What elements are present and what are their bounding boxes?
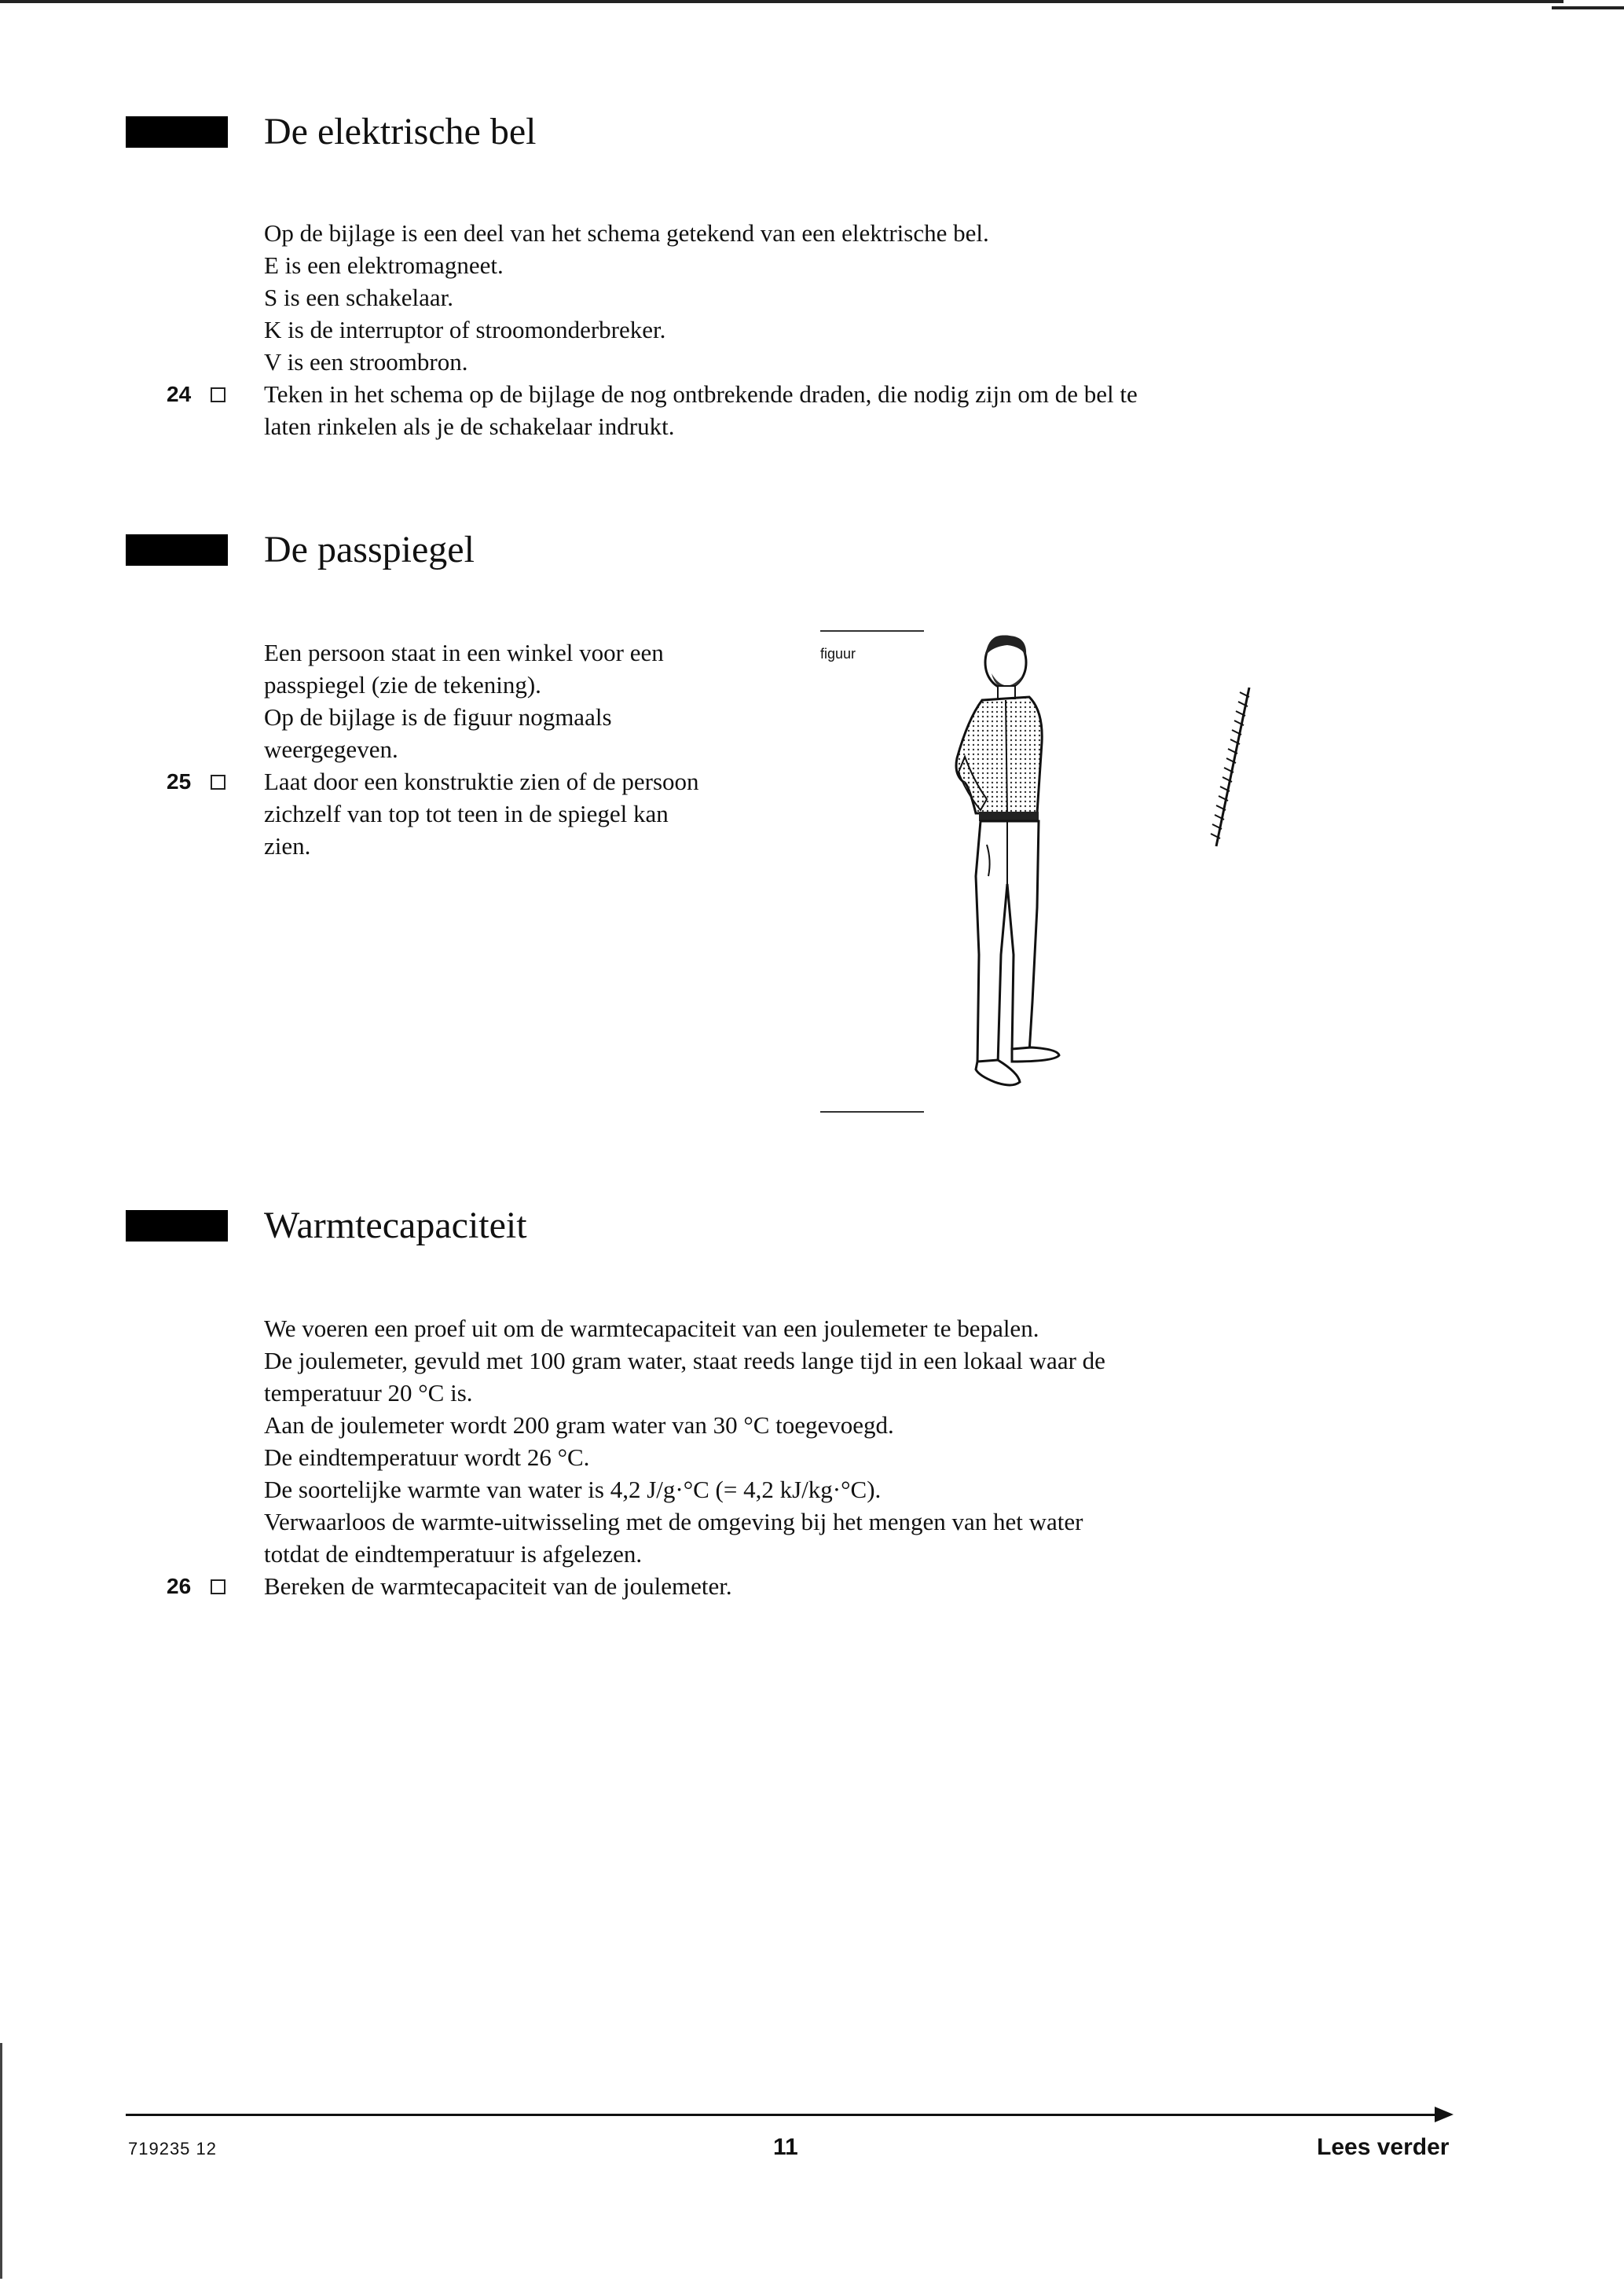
answer-checkbox[interactable] — [211, 1579, 225, 1594]
question-number: 26 — [167, 1574, 192, 1598]
text-line: V is een stroombron. — [264, 348, 468, 376]
text-line: E is een elektromagneet. — [264, 251, 504, 279]
scan-edge — [0, 2043, 2, 2279]
text-line: totdat de eindtemperatuur is afgelezen. — [264, 1540, 643, 1568]
text-line: zichzelf van top tot teen in de spiegel kan — [264, 800, 669, 827]
text-line: De joulemeter, gevuld met 100 gram water, staat reeds lange tijd in een lokaal waar de — [264, 1347, 1105, 1374]
person-shirt — [956, 697, 1042, 813]
text-line: Verwaarloos de warmte-uitwisseling met de omgeving bij het mengen van het water — [264, 1508, 1083, 1535]
person-belt — [979, 812, 1039, 821]
text-line: weergegeven. — [264, 735, 398, 763]
continue-label: Lees verder — [1317, 2134, 1450, 2160]
text-line: Op de bijlage is een deel van het schema getekend van een elektrische bel. — [264, 219, 989, 247]
answer-checkbox[interactable] — [211, 387, 225, 402]
person-shoe — [976, 1060, 1020, 1085]
figure-label: figuur — [820, 646, 856, 662]
person-shoe — [1012, 1047, 1059, 1062]
section-marker — [126, 116, 228, 148]
footer-rule — [126, 2114, 1438, 2116]
person-in-front-of-mirror-illustration — [919, 625, 1265, 1104]
mirror — [1216, 688, 1249, 846]
text-line: De eindtemperatuur wordt 26 °C. — [264, 1443, 590, 1471]
text-line: Bereken de warmtecapaciteit van de joulemeter. — [264, 1572, 732, 1600]
text-line: passpiegel (zie de tekening). — [264, 671, 541, 699]
section-title: De passpiegel — [264, 529, 475, 570]
text-line: Op de bijlage is de figuur nogmaals — [264, 703, 612, 731]
text-line: Een persoon staat in een winkel voor een — [264, 639, 664, 666]
section-title: Warmtecapaciteit — [264, 1205, 527, 1246]
text-line: zien. — [264, 832, 311, 860]
question-text — [264, 765, 699, 862]
document-code: 719235 12 — [128, 2139, 217, 2158]
section-marker — [126, 534, 228, 566]
section-title: De elektrische bel — [264, 111, 537, 152]
top-rule — [0, 0, 1564, 3]
text-line: K is de interruptor of stroomonderbreker. — [264, 316, 666, 343]
text-line: Aan de joulemeter wordt 200 gram water van 30 °C toegevoegd. — [264, 1411, 894, 1439]
text-line: Laat door een konstruktie zien of de persoon — [264, 768, 699, 795]
figure-top-rule — [820, 630, 924, 632]
figure-bottom-rule — [820, 1111, 924, 1113]
answer-checkbox[interactable] — [211, 775, 225, 790]
section-text — [264, 217, 989, 378]
arrow-right-icon — [1435, 2107, 1454, 2122]
section-text — [264, 636, 664, 765]
section-marker — [126, 1210, 228, 1242]
question-text — [264, 1570, 732, 1602]
text-line: temperatuur 20 °C is. — [264, 1379, 473, 1407]
text-line: We voeren een proef uit om de warmtecapaciteit van een joulemeter te bepalen. — [264, 1315, 1039, 1342]
page-number: 11 — [773, 2134, 798, 2160]
text-line: De soortelijke warmte van water is 4,2 J/g·°C (= 4,2 kJ/kg·°C). — [264, 1476, 882, 1503]
question-number: 25 — [167, 769, 192, 794]
text-line: laten rinkelen als je de schakelaar indrukt. — [264, 413, 675, 440]
question-text — [264, 378, 1138, 442]
text-line: S is een schakelaar. — [264, 284, 454, 311]
question-number: 24 — [167, 382, 192, 406]
text-line: Teken in het schema op de bijlage de nog ontbrekende draden, die nodig zijn om de bel te — [264, 380, 1138, 408]
section-text — [264, 1312, 1105, 1570]
top-rule-right — [1552, 6, 1624, 9]
